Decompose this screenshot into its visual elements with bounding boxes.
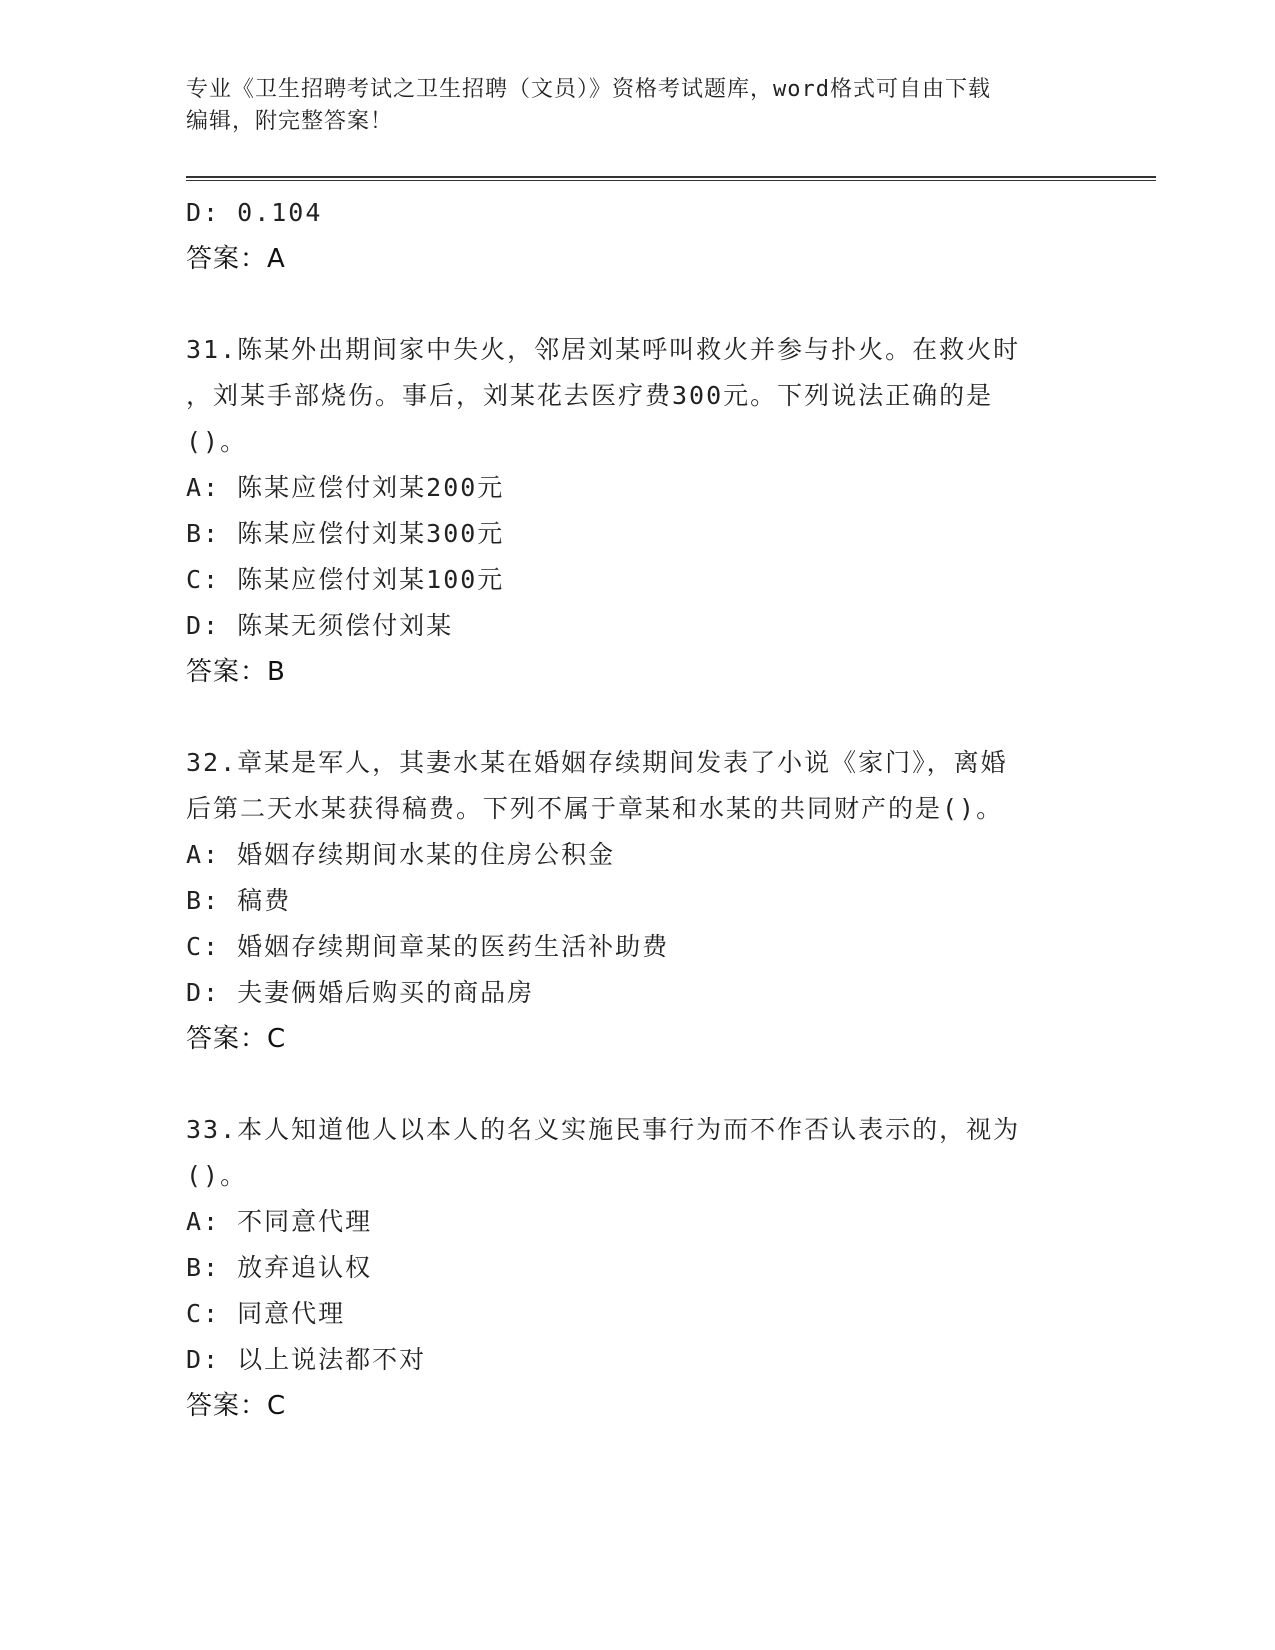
answer-line: 答案：B bbox=[186, 657, 286, 687]
option-a: A: 婚姻存续期间水某的住房公积金 bbox=[186, 840, 616, 869]
question-stem-line: 31.陈某外出期间家中失火，邻居刘某呼叫救火并参与扑火。在救火时 bbox=[186, 335, 1021, 364]
answer-line: 答案：A bbox=[186, 244, 286, 274]
option-a: A: 陈某应偿付刘某200元 bbox=[186, 473, 505, 502]
header-line-2: 编辑，附完整答案！ bbox=[186, 109, 394, 134]
option-b: B: 放弃追认权 bbox=[186, 1253, 373, 1282]
question-stem-line: 32.章某是军人，其妻水某在婚姻存续期间发表了小说《家门》，离婚 bbox=[186, 748, 1008, 777]
question-stem-line: 后第二天水某获得稿费。下列不属于章某和水某的共同财产的是()。 bbox=[186, 794, 1004, 823]
answer-line: 答案：C bbox=[186, 1391, 287, 1421]
option-b: B: 陈某应偿付刘某300元 bbox=[186, 519, 505, 548]
previous-question-tail bbox=[186, 190, 1086, 282]
option-d: D: 以上说法都不对 bbox=[186, 1345, 427, 1374]
question-stem-line: 33.本人知道他人以本人的名义实施民事行为而不作否认表示的，视为 bbox=[186, 1115, 1021, 1144]
document-body bbox=[186, 190, 1086, 1429]
page-header bbox=[186, 74, 1066, 138]
question-stem-line: ()。 bbox=[186, 427, 248, 456]
option-c: C: 陈某应偿付刘某100元 bbox=[186, 565, 505, 594]
option-d: D: 夫妻俩婚后购买的商品房 bbox=[186, 978, 535, 1007]
question-stem-line: ()。 bbox=[186, 1161, 248, 1190]
option-c: C: 同意代理 bbox=[186, 1299, 346, 1328]
header-line-1: 专业《卫生招聘考试之卫生招聘（文员）》资格考试题库，word格式可自由下载 bbox=[186, 77, 991, 102]
header-divider bbox=[186, 176, 1156, 181]
question-31 bbox=[186, 327, 1086, 695]
option-a: A: 不同意代理 bbox=[186, 1207, 373, 1236]
option-d: D: 陈某无须偿付刘某 bbox=[186, 611, 454, 640]
answer-line: 答案：C bbox=[186, 1024, 287, 1054]
option-b: B: 稿费 bbox=[186, 886, 292, 915]
option-d: D: 0.104 bbox=[186, 198, 323, 227]
question-32 bbox=[186, 740, 1086, 1062]
question-33 bbox=[186, 1107, 1086, 1429]
option-c: C: 婚姻存续期间章某的医药生活补助费 bbox=[186, 932, 670, 961]
question-stem-line: ，刘某手部烧伤。事后，刘某花去医疗费300元。下列说法正确的是 bbox=[186, 381, 994, 410]
